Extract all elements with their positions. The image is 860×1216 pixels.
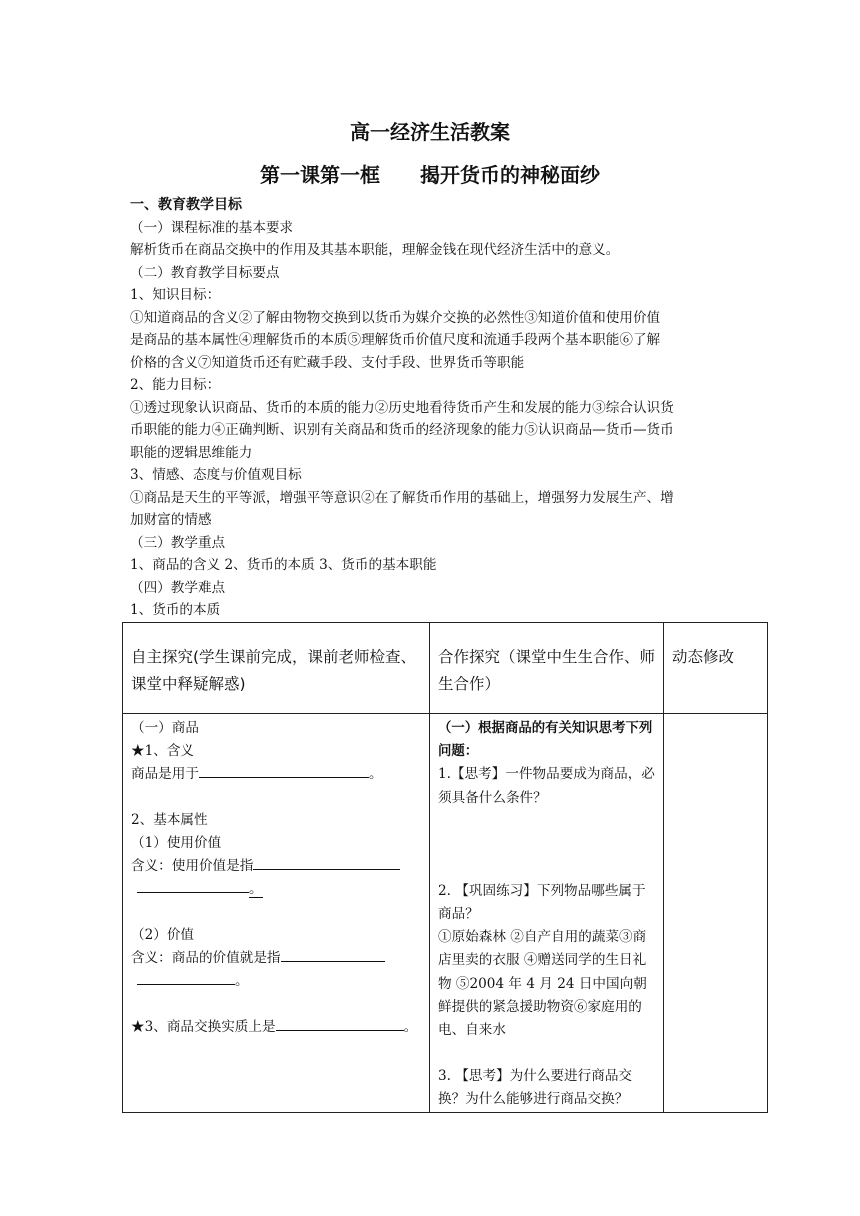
text-line: ①透过现象认识商品、货币的本质的能力②历史地看待货币产生和发展的能力③综合认识货 — [130, 399, 674, 416]
blank-field[interactable] — [253, 855, 400, 870]
text-line: 3、情感、态度与价值观目标 — [130, 467, 302, 483]
question-2: 2. 【巩固练习】下列物品哪些属于商品？ — [438, 882, 646, 923]
text-line: 是商品的基本属性④理解货币的本质⑤理解货币价值尺度和流通手段两个基本职能⑥了解 — [130, 332, 661, 348]
self-study-cell — [123, 714, 430, 1113]
text-line: （三）教学重点 — [130, 534, 226, 551]
text-line: 1、知识目标： — [130, 287, 221, 303]
table-header-row — [123, 623, 768, 714]
text-line: 加财富的情感 — [130, 512, 212, 528]
cooperative-heading: （一）根据商品的有关知识思考下列问题： — [438, 721, 653, 760]
text-line: （一）课程标准的基本要求 — [130, 219, 294, 236]
cooperative-study-cell — [430, 714, 664, 1113]
header-self-study: 自主探究(学生课前完成，课前老师检查、课堂中释疑解惑) — [123, 623, 430, 714]
item-subtitle: （1）使用价值 — [131, 835, 222, 851]
blank-field[interactable] — [281, 947, 385, 962]
item-subtitle: （2）价值 — [131, 927, 195, 943]
fill-blank-line: ★3、商品交换实质上是 。 — [131, 1016, 423, 1039]
fill-blank-line: 。 — [131, 878, 423, 901]
text-line: 职能的逻辑思维能力 — [130, 444, 253, 461]
fill-blank-line: 商品是用于 。 — [131, 763, 423, 786]
text-line: 1、货币的本质 — [130, 602, 221, 618]
document-title: 高一经济生活教案 — [350, 120, 510, 144]
blank-field[interactable] — [199, 763, 369, 778]
header-cooperative-study: 合作探究（课堂中生生合作、师生合作） — [430, 623, 664, 714]
lesson-subtitle: 第一课第一框 揭开货币的神秘面纱 — [260, 163, 600, 187]
lesson-table — [122, 622, 768, 1113]
question-2-options: ①原始森林 ②自产自用的蔬菜③商店里卖的衣服 ④赠送同学的生日礼物 ⑤2004 年 4 月 24 日中国向朝鲜提供的紧急援助物资⑥家庭用的电、自来水 — [438, 929, 647, 1039]
question-3: 3. 【思考】为什么要进行商品交换？为什么能够进行商品交换？ — [438, 1068, 633, 1108]
text-line: （四）教学难点 — [130, 579, 226, 596]
fill-blank-line: 含义：使用价值是指 — [131, 855, 423, 878]
text-line: 解析货币在商品交换中的作用及其基本职能，理解金钱在现代经济生活中的意义。 — [130, 242, 620, 258]
section-heading: 一、教育教学目标 — [130, 197, 242, 213]
blank-field[interactable] — [276, 1016, 404, 1031]
text-line: 1、商品的含义 2、货币的本质 3、货币的基本职能 — [130, 557, 437, 573]
blank-field[interactable] — [137, 970, 235, 985]
text-line: 价格的含义⑦知道货币还有贮藏手段、支付手段、世界货币等职能 — [130, 354, 525, 371]
table-content-row — [123, 714, 768, 1113]
fill-blank-line: 。 — [131, 970, 423, 993]
blank-field[interactable] — [137, 878, 249, 893]
text-line: 2、能力目标： — [130, 377, 221, 393]
header-dynamic-revision: 动态修改 — [664, 623, 768, 714]
section-label: （一）商品 — [131, 720, 199, 736]
text-line: （二）教育教学目标要点 — [130, 264, 280, 281]
question-1: 1.【思考】一件物品要成为商品，必须具备什么条件？ — [438, 766, 655, 806]
teaching-objectives — [130, 194, 750, 622]
text-line: ①知道商品的含义②了解由物物交换到以货币为媒介交换的必然性③知道价值和使用价值 — [130, 309, 661, 326]
item-title: ★1、含义 — [131, 743, 195, 759]
fill-blank-line: 含义：商品的价值就是指 — [131, 947, 423, 970]
text-line: 币职能的能力④正确判断、识别有关商品和货币的经济现象的能力⑤认识商品—货币—货币 — [130, 422, 674, 438]
text-line: ①商品是天生的平等派，增强平等意识②在了解货币作用的基础上，增强努力发展生产、增 — [130, 489, 674, 506]
dynamic-revision-cell — [664, 714, 768, 1113]
item-title: 2、基本属性 — [131, 812, 208, 828]
